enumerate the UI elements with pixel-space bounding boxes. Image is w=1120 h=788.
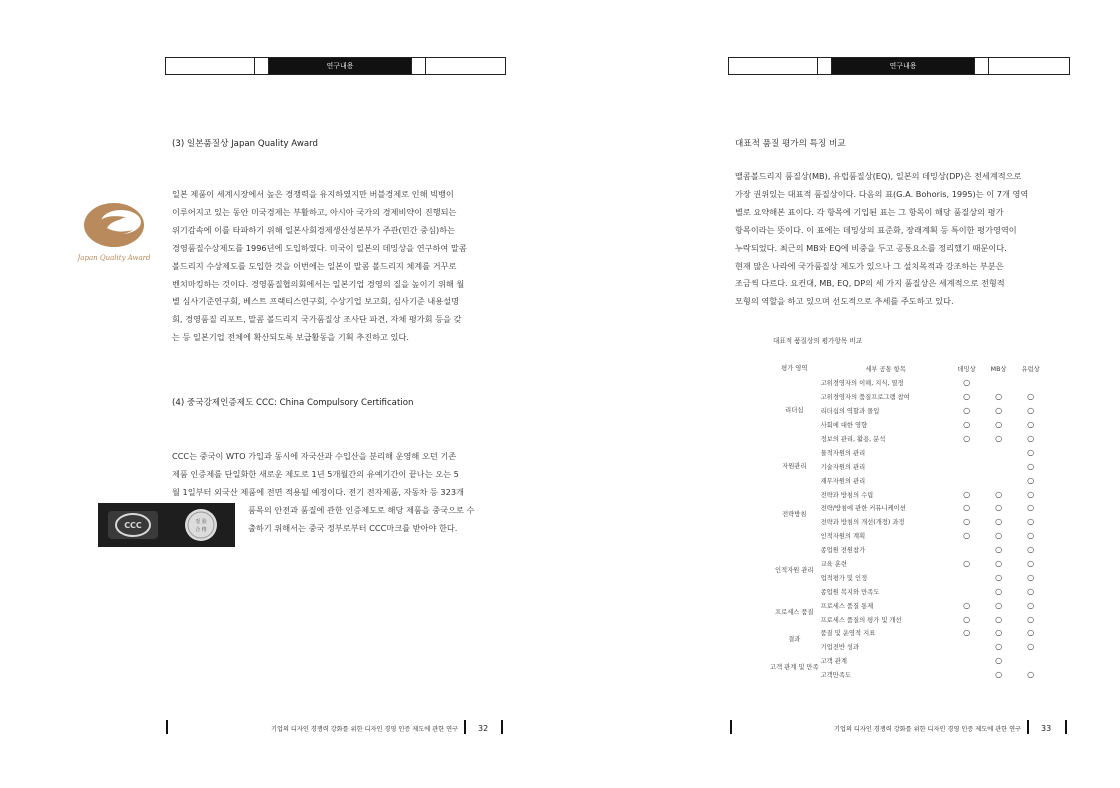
mark-cell: ○ (1027, 392, 1035, 402)
mark-cell: ○ (1027, 614, 1035, 624)
mark-cell: ○ (963, 392, 971, 402)
mark-cell: ○ (963, 600, 971, 610)
ccc-logo-text: CCC (124, 521, 142, 530)
seal-text-top: 검 验 (195, 519, 207, 525)
mark-cell: ○ (995, 670, 1003, 680)
area-cell: 자원관리 (782, 462, 807, 470)
mark-cell (951, 570, 983, 584)
section3-line: 이루어지고 있는 동안 미국경제는 부활하고, 아시아 국가의 경제비약이 진행되는 (172, 206, 457, 217)
right-line: 별로 요약해본 표이다. 각 항목에 기입된 표는 그 항목이 해당 품질상의 평가 (735, 206, 1004, 217)
mark-cell (983, 459, 1015, 473)
page-number: 32 (478, 723, 489, 733)
section3-line: 는 등 일본기업 전체에 확산되도록 보급활동을 기획 추진하고 있다. (172, 332, 409, 343)
section4-title: (4) 중국강제인증제도 CCC: China Compulsory Certification (172, 398, 414, 408)
mark-cell: ○ (1027, 628, 1035, 638)
table-row (770, 626, 1047, 640)
footer-tick (166, 720, 168, 734)
mark-cell (951, 668, 983, 682)
area-cell: 고객 관계 및 만족 (770, 664, 819, 672)
mark-cell: ○ (1027, 545, 1035, 555)
col-header-mb: MB상 (990, 365, 1007, 373)
mark-cell (1015, 376, 1047, 390)
mark-cell (951, 473, 983, 487)
footer-title: 기업의 디자인 경쟁력 강화를 위한 디자인 경영 인증 제도에 관한 연구 (834, 725, 1022, 733)
mark-cell: ○ (995, 517, 1003, 527)
right-header-bar (728, 57, 1070, 75)
item-cell: 업적평가 및 인정 (820, 574, 868, 582)
section3-line: 경영품질수상제도를 1996년에 도입하였다. 미국이 일본의 데밍상을 연구하여 말콤 (172, 242, 467, 253)
item-cell: 사회에 대한 영향 (820, 422, 868, 430)
item-cell: 고위경영자의 품질프로그램 참여 (820, 394, 910, 402)
right-body (735, 168, 1070, 311)
item-cell: 교육 훈련 (820, 561, 847, 569)
item-cell: 고위경영자의 이해, 지식, 열정 (820, 380, 904, 388)
table-row (770, 654, 1047, 668)
mark-cell: ○ (995, 503, 1003, 513)
section3-line: 위기감속에 이를 타파하기 위해 일본사회경제생산성본부가 주관(민간 중심)하는 (172, 224, 456, 235)
left-header-label: 연구내용 (269, 58, 412, 74)
section4-line: 제품 인증제를 단일화한 새로운 제도로 1년 5개월간의 유예기간이 끝나는 오는 5 (172, 468, 459, 479)
section4-line: 품목의 안전과 품질에 관한 인증제도로 해당 제품을 중국으로 수 (248, 504, 475, 515)
mark-cell: ○ (1027, 475, 1035, 485)
mark-cell: ○ (1027, 406, 1035, 416)
area-cell: 프로세스 품질 (775, 608, 814, 616)
section4-line: 월 1일부터 외국산 제품에 전면 적용될 예정이다. 전기 전자제품, 자동차 등 323개 (172, 486, 464, 497)
mark-cell: ○ (1027, 503, 1035, 513)
item-cell: 고객 관계 (820, 658, 847, 666)
mark-cell: ○ (963, 420, 971, 430)
mark-cell: ○ (995, 600, 1003, 610)
footer-tick (501, 720, 503, 734)
right-line: 누락되었다. 최근의 MB와 EQ에 비중을 두고 공통요소를 정리했기 때문이다. (735, 242, 1007, 253)
area-cell: 결과 (788, 636, 801, 644)
mark-cell (951, 654, 983, 668)
mark-cell: ○ (1027, 600, 1035, 610)
mark-cell: ○ (1027, 489, 1035, 499)
mark-cell: ○ (1027, 447, 1035, 457)
section3-line: 볼드리지 수상제도를 도입한 것을 이번에는 일본이 말콤 볼드리지 체계를 거꾸로 (172, 260, 457, 271)
section4-line: CCC는 중국이 WTO 가입과 동시에 자국산과 수입산을 분리해 운영해 오던 기존 (172, 451, 457, 461)
seal-text-bottom: 合 格 (195, 527, 207, 533)
area-cell: 인적자원 관리 (775, 566, 814, 574)
mark-cell: ○ (995, 614, 1003, 624)
mark-cell (983, 445, 1015, 459)
mark-cell: ○ (963, 614, 971, 624)
item-cell: 인적자원의 계획 (820, 533, 866, 541)
footer-tick (464, 720, 466, 734)
mark-cell: ○ (963, 489, 971, 499)
item-cell: 품질 및 운영적 지표 (820, 630, 876, 638)
right-line: 현재 많은 나라에 국가품질상 제도가 있으나 그 설치목적과 강조하는 부분은 (735, 260, 1004, 271)
mark-cell: ○ (1027, 642, 1035, 652)
mark-cell: ○ (963, 628, 971, 638)
mark-cell: ○ (995, 420, 1003, 430)
page-number: 33 (1041, 723, 1052, 733)
left-header-bar (165, 57, 506, 75)
mark-cell: ○ (963, 559, 971, 569)
item-cell: 리더십의 역할과 몰입 (820, 408, 880, 416)
mark-cell: ○ (1027, 461, 1035, 471)
item-cell: 전략과 방침의 개선(개정) 과정 (820, 519, 905, 527)
mark-cell: ○ (995, 572, 1003, 582)
table-row (770, 487, 1047, 501)
mark-cell (983, 376, 1015, 390)
mark-cell: ○ (995, 642, 1003, 652)
item-cell: 고객만족도 (820, 672, 852, 680)
right-line: 가장 권위있는 대표적 품질상이다. 다음의 표(G.A. Bohoris, 1995)는 이 7개 영역 (735, 188, 1029, 199)
mark-cell: ○ (995, 392, 1003, 402)
footer-title: 기업의 디자인 경쟁력 강화를 위한 디자인 경영 인증 제도에 관한 연구 (271, 725, 459, 733)
mark-cell: ○ (995, 489, 1003, 499)
mark-cell: ○ (963, 531, 971, 541)
section3-line: 일본 제품이 세계시장에서 높은 경쟁력을 유지하였지만 버블경제로 인해 빅뱅이 (172, 189, 454, 199)
table-row (770, 543, 1047, 557)
mark-cell: ○ (995, 531, 1003, 541)
ccc-mark-photo (98, 503, 235, 547)
award-comparison-table (770, 360, 1047, 682)
item-cell: 기술자원의 관리 (820, 463, 866, 471)
item-cell: 전략/방침에 관한 커뮤니케이션 (820, 505, 906, 513)
mark-cell: ○ (1027, 572, 1035, 582)
area-cell: 리더십 (785, 407, 804, 415)
mark-cell: ○ (963, 406, 971, 416)
mark-cell: ○ (995, 406, 1003, 416)
mark-cell: ○ (1027, 434, 1035, 443)
mark-cell: ○ (1027, 420, 1035, 430)
section3-line: 회, 경영품질 리포트, 말콤 볼드리지 국가품질상 조사단 파견, 자체 평가회 등을 갖 (172, 314, 462, 325)
footer-tick (1065, 720, 1067, 734)
item-cell: 프로세스 품질 통제 (820, 602, 874, 610)
item-cell: 종업원 복지와 만족도 (820, 588, 880, 596)
mark-cell (951, 445, 983, 459)
item-cell: 전략과 방침의 수립 (820, 491, 874, 499)
item-cell: 프로세스 품질의 평가 및 개선 (820, 616, 902, 624)
right-footer (834, 720, 1021, 736)
right-section-title: 대표적 품질 평가의 특징 비교 (735, 139, 846, 149)
table-caption: 대표적 품질상의 평가항목 비교 (773, 337, 863, 345)
mark-cell (951, 584, 983, 598)
section3-line: 벤치마킹하는 것이다. 경영품질협의회에서는 일본기업 경영의 질을 높이기 위해 월 (172, 278, 465, 289)
mark-cell: ○ (963, 503, 971, 513)
area-cell: 전략방침 (782, 511, 807, 519)
table-row (770, 376, 1047, 390)
mark-cell: ○ (1027, 559, 1035, 569)
section3-title: (3) 일본품질상 Japan Quality Award (172, 139, 318, 149)
mark-cell: ○ (995, 628, 1003, 638)
item-cell: 기업전반 성과 (820, 644, 860, 652)
mark-cell (951, 543, 983, 557)
mark-cell (951, 459, 983, 473)
item-cell: 재무자원의 관리 (820, 477, 866, 485)
mark-cell: ○ (995, 545, 1003, 555)
footer-tick (1027, 720, 1029, 734)
section3-body (172, 186, 507, 347)
mark-cell: ○ (963, 434, 971, 443)
right-line: 모형의 역할을 하고 있으며 선도적으로 추세를 주도하고 있다. (735, 296, 954, 307)
mark-cell: ○ (963, 517, 971, 527)
mark-cell (1015, 654, 1047, 668)
mark-cell: ○ (995, 586, 1003, 596)
col-header-deming: 데밍상 (957, 365, 976, 373)
mark-cell: ○ (963, 378, 971, 388)
item-cell: 물적자원의 관리 (820, 449, 866, 457)
right-line: 항목이라는 뜻이다. 이 표에는 데밍상의 표준화, 장래계획 등 특이한 평가영역이 (735, 224, 1017, 235)
left-footer (271, 720, 458, 736)
mark-cell (983, 473, 1015, 487)
jqa-logo-text: Japan Quality Award (77, 254, 151, 262)
table-header-row (770, 360, 1047, 376)
mark-cell: ○ (995, 434, 1003, 443)
mark-cell: ○ (1027, 670, 1035, 680)
mark-cell: ○ (995, 656, 1003, 666)
table-row (770, 445, 1047, 459)
japan-quality-award-logo (77, 198, 152, 266)
right-line: 맬콤볼드리지 품질상(MB), 유럽품질상(EQ), 일본의 데밍상(DP)은 전세계적으로 (735, 171, 1022, 181)
right-header-label: 연구내용 (832, 58, 975, 74)
section4-line: 출하기 위해서는 중국 정부로부터 CCC마크를 받아야 한다. (248, 522, 458, 533)
mark-cell: ○ (1027, 531, 1035, 541)
col-header-item: 세부 공통 항목 (865, 365, 906, 373)
col-header-area: 평가 영역 (781, 364, 808, 372)
mark-cell: ○ (995, 559, 1003, 569)
mark-cell: ○ (1027, 586, 1035, 596)
footer-tick (730, 720, 732, 734)
mark-cell (951, 640, 983, 654)
section3-line: 별 심사기준연구회, 베스트 프랙티스연구회, 수상기업 보고회, 심사기준 내용설명 (172, 296, 460, 307)
item-cell: 정보의 관리, 활용, 분석 (820, 436, 886, 443)
item-cell: 종업원 전원참가 (820, 547, 866, 555)
table-row (770, 598, 1047, 612)
table-body (770, 376, 1047, 682)
col-header-eq: 유럽상 (1021, 365, 1040, 373)
mark-cell: ○ (1027, 517, 1035, 527)
right-line: 조금씩 다르다. 요컨대, MB, EQ, DP의 세 가지 품질상은 세계적으로 전형적 (735, 278, 1005, 289)
